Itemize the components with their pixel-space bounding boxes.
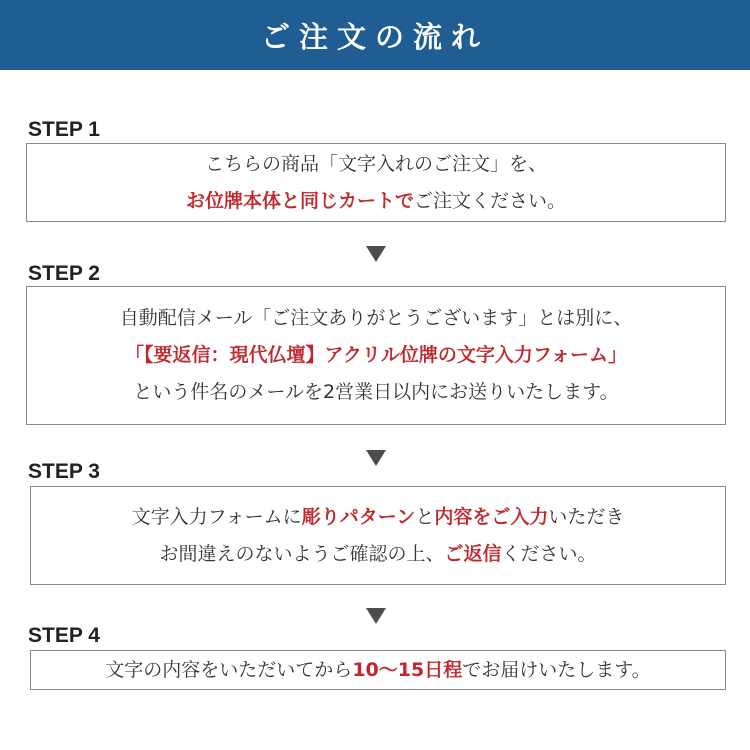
step-2-line-3: [133, 374, 618, 411]
text-segment: と: [415, 505, 435, 528]
header-bar: [0, 0, 750, 70]
step-1-line-2: [186, 183, 566, 220]
text-segment: 自動配信メール「ご注文ありがとうございます」とは別に、: [119, 307, 633, 329]
text-segment: お間違えのないようご確認の上、: [159, 542, 445, 565]
text-segment: こちらの商品「文字入れのご注文」を、: [204, 152, 547, 175]
step-2-line-1: [120, 300, 633, 337]
step-2-line-2: [125, 337, 627, 374]
step-3-line-2: [159, 536, 596, 573]
emphasis-text: 内容をご入力: [434, 505, 549, 528]
step-3-label: STEP 3: [28, 460, 100, 483]
step-4-line-1: [105, 652, 650, 689]
emphasis-text: 彫りパターン: [301, 505, 416, 528]
emphasis-text: ご返信: [444, 542, 502, 565]
text-segment: という件名のメールを2営業日以内にお送りいたします。: [133, 381, 619, 403]
text-segment: いただき: [548, 505, 625, 528]
step-3-box: [30, 486, 726, 585]
down-triangle-icon: [366, 450, 386, 466]
text-segment: 文字の内容をいただいてから: [105, 658, 353, 681]
step-3-line-1: [132, 499, 625, 536]
step-2-box: [26, 286, 726, 425]
down-triangle-icon: [366, 246, 386, 262]
down-triangle-icon: [366, 608, 386, 624]
text-segment: 文字入力フォームに: [131, 505, 302, 528]
emphasis-text: 10〜15日程: [352, 658, 463, 681]
step-1-label: STEP 1: [28, 118, 100, 141]
emphasis-text: お位牌本体と同じカートで: [185, 189, 414, 212]
step-4-box: [30, 650, 726, 690]
step-4-label: STEP 4: [28, 624, 100, 647]
text-segment: でお届けいたします。: [462, 658, 651, 681]
step-1-box: [26, 143, 726, 222]
text-segment: ください。: [501, 542, 597, 565]
page-title: ご注文の流れ: [260, 19, 489, 54]
step-1-line-1: [205, 146, 547, 183]
step-2-label: STEP 2: [28, 262, 100, 285]
text-segment: ご注文ください。: [414, 189, 567, 212]
emphasis-text: 「【要返信：現代仏壇】アクリル位牌の文字入力フォーム」: [125, 344, 627, 366]
